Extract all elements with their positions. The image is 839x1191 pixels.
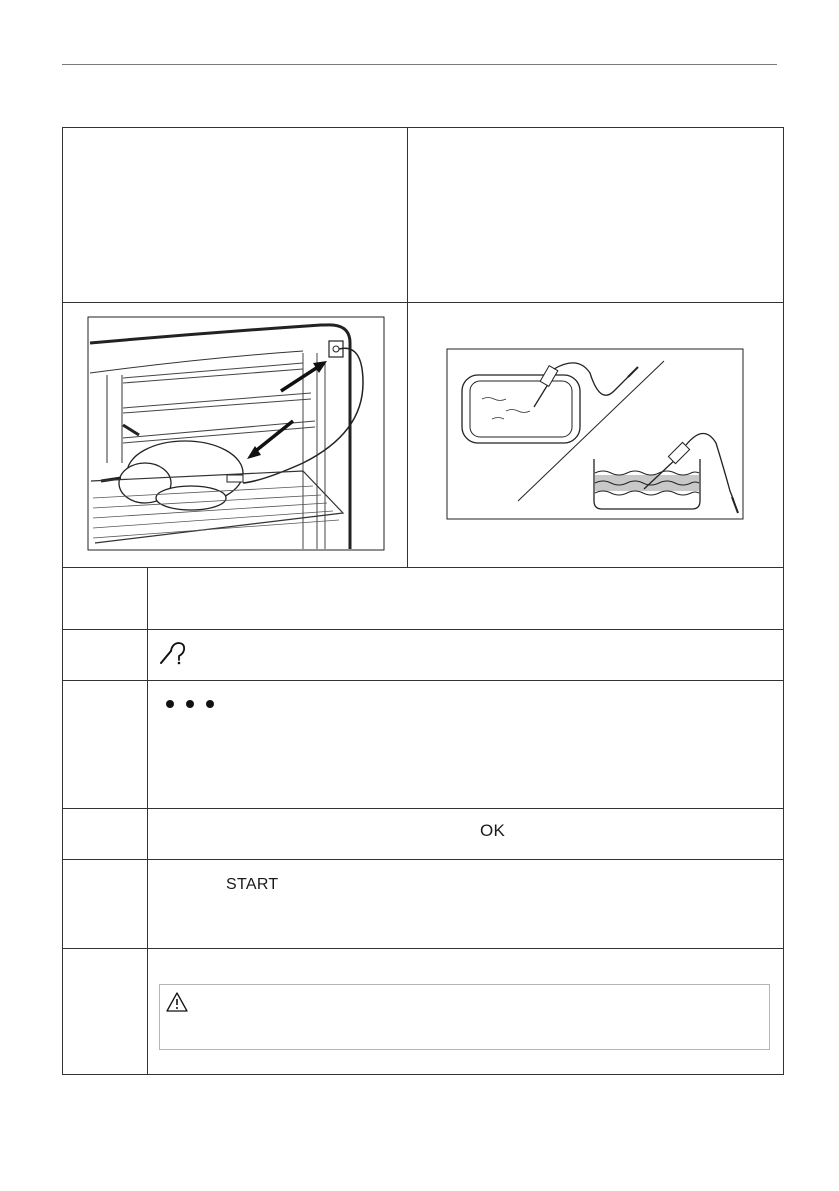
illustration-cell-right <box>408 303 784 568</box>
probe-in-dish-and-liquid-illustration <box>408 303 784 567</box>
step-body-cell <box>148 630 784 681</box>
step-body-cell <box>148 949 784 1075</box>
illustration-row <box>63 303 784 568</box>
step-row <box>63 568 784 630</box>
step-number-cell <box>63 860 148 949</box>
header-rule <box>62 64 777 65</box>
instruction-table <box>62 127 784 1075</box>
step-body-cell <box>148 809 784 860</box>
step-body-cell <box>148 568 784 630</box>
step-number-cell <box>63 949 148 1075</box>
warning-box <box>159 984 770 1050</box>
step-row <box>63 949 784 1075</box>
step-row <box>63 809 784 860</box>
step-row <box>63 681 784 809</box>
illustration-cell-left <box>63 303 408 568</box>
warning-triangle-icon <box>165 991 189 1013</box>
step-body-cell <box>148 681 784 809</box>
intro-row <box>63 128 784 303</box>
step-body-cell <box>148 860 784 949</box>
core-temperature-probe-icon <box>158 640 188 666</box>
step-row <box>63 630 784 681</box>
step-number-cell <box>63 630 148 681</box>
three-dots-menu-icon <box>164 698 216 710</box>
step-number-cell <box>63 568 148 630</box>
intro-cell-left <box>63 128 408 303</box>
step-number-cell <box>63 681 148 809</box>
ok-key-label: OK <box>480 821 506 840</box>
oven-probe-illustration <box>63 303 408 567</box>
step-number-cell <box>63 809 148 860</box>
step-row <box>63 860 784 949</box>
start-key-label: START <box>226 876 279 893</box>
intro-cell-right <box>408 128 784 303</box>
